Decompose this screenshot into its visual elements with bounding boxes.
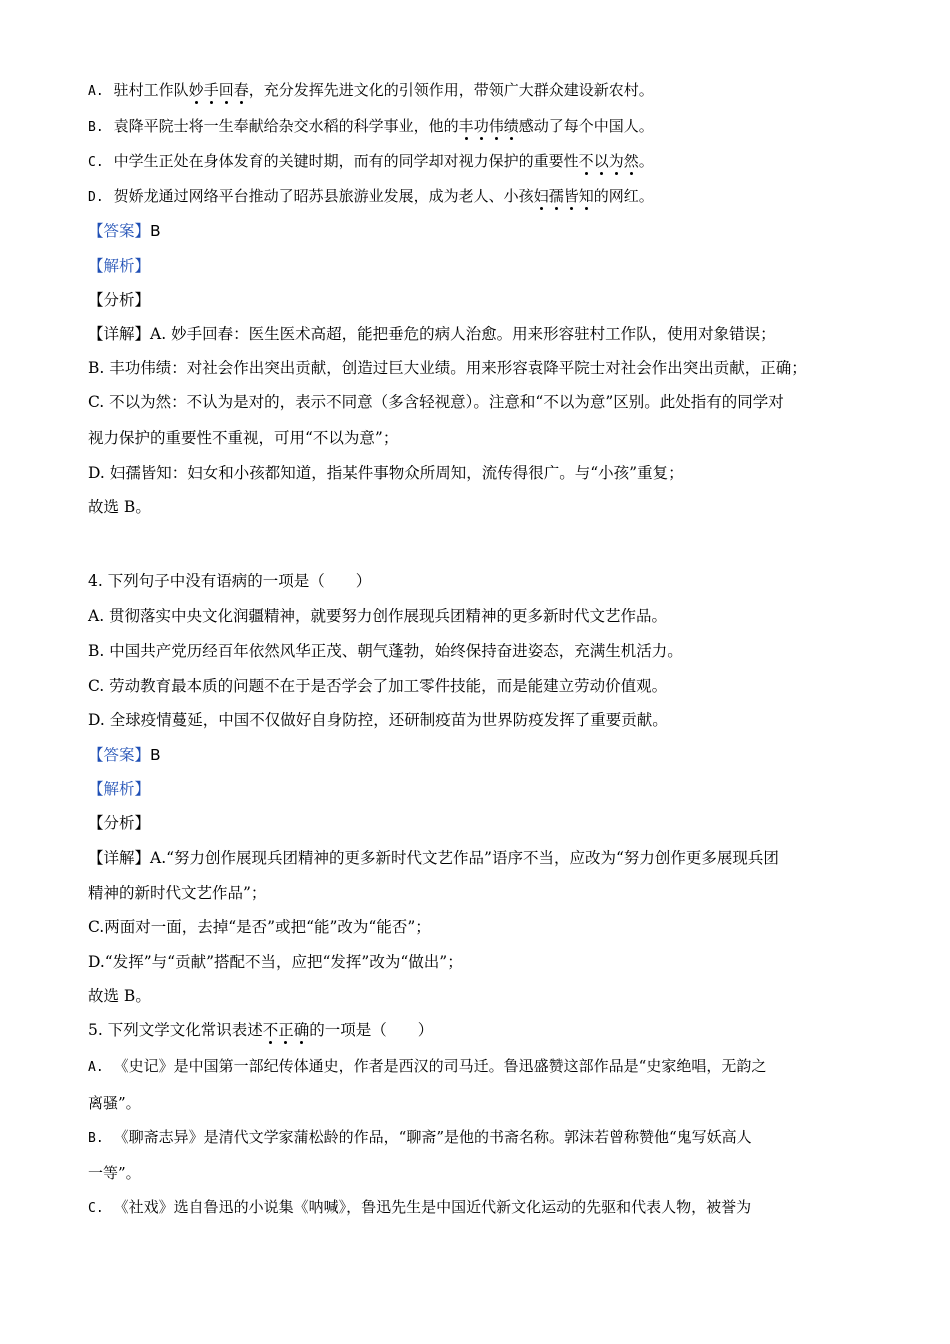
q4-detail-line: C.两面对一面，去掉“是否”或把“能”改为“能否”； [88, 918, 431, 936]
q5-option-b [88, 1127, 752, 1149]
q3-detail-line: B. 丰功伟绩：对社会作出突出贡献，创造过巨大业绩。用来形容袁降平院士对社会作出突出贡献，正确； [88, 359, 807, 377]
emphasis-char: 不 [262, 1021, 279, 1039]
option-text: ，充分发挥先进文化的引领作用，带领广大群众建设新农村。 [248, 81, 654, 99]
q4-detail-line: D.“发挥”与“贡献”搭配不当，应把“发挥”改为“做出”； [88, 953, 463, 971]
emphasis-char: 确 [293, 1021, 310, 1039]
option-text: 贺娇龙通过网络平台推动了昭苏县旅游业发展，成为老人、小孩 [113, 187, 534, 205]
q4-option-c: C. 劳动教育最本质的问题不在于是否学会了加工零件技能，而是能建立劳动价值观。 [88, 677, 668, 695]
option-text: 。 [638, 152, 654, 170]
q3-answer [88, 221, 161, 241]
answer-value: B [150, 222, 161, 240]
q3-option-b [88, 116, 654, 138]
q5-option-a-cont: 离骚”。 [88, 1094, 141, 1112]
q5-stem [88, 1020, 433, 1040]
emphasis-char: 手 [203, 81, 219, 99]
q3-detail-line: C. 不以为然：不认为是对的，表示不同意（多含轻视意）。注意和“不以为意”区别。此处指有的同学对 [88, 393, 784, 411]
q4-option-d: D. 全球疫情蔓延，中国不仅做好自身防控，还研制疫苗为世界防疫发挥了重要贡献。 [88, 711, 668, 729]
emphasis-char: 然 [623, 152, 639, 170]
q3-analysis-tag: 【解析】 [88, 257, 151, 275]
stem-text: 的一项是（ ） [309, 1021, 434, 1039]
q3-detail-line: 故选 B。 [88, 498, 151, 516]
emphasis-char: 不 [578, 152, 594, 170]
q4-stem: 4. 下列句子中没有语病的一项是（ ） [88, 572, 372, 590]
q5-option-c [88, 1197, 751, 1219]
q4-analysis-tag: 【解析】 [88, 780, 151, 798]
q5-option-b-cont: 一等”。 [88, 1164, 141, 1182]
answer-tag: 【答案】 [88, 222, 151, 240]
detail-text: A. 妙手回春：医生医术高超，能把垂危的病人治愈。用来形容驻村工作队，使用对象错误； [150, 325, 776, 343]
option-label: A. [88, 84, 104, 99]
emphasis-char: 绩 [503, 117, 519, 135]
q5-option-a [88, 1056, 766, 1078]
option-label: B. [88, 120, 104, 135]
emphasis-char: 为 [608, 152, 624, 170]
detail-tag: 【详解】 [88, 849, 151, 867]
stem-text: 5. 下列文学文化常识表述 [88, 1021, 263, 1039]
q4-option-b: B. 中国共产党历经百年依然风华正茂、朝气蓬勃，始终保持奋进姿态，充满生机活力。 [88, 642, 683, 660]
q3-option-c [88, 151, 654, 173]
option-text: 袁降平院士将一生奉献给杂交水稻的科学事业，他的 [113, 117, 459, 135]
option-label: C. [88, 155, 104, 170]
option-text: 《社戏》选自鲁迅的小说集《呐喊》，鲁迅先生是中国近代新文化运动的先驱和代表人物，被誉为 [113, 1198, 752, 1216]
emphasis-char: 伟 [488, 117, 504, 135]
answer-value: B [150, 746, 161, 764]
option-text: 中学生正处在身体发育的关键时期，而有的同学却对视力保护的重要性 [113, 152, 579, 170]
q3-fenxi-tag: 【分析】 [88, 291, 151, 309]
emphasis-char: 丰 [458, 117, 474, 135]
emphasis-char: 回 [218, 81, 234, 99]
emphasis-char: 皆 [563, 187, 579, 205]
emphasis-char: 功 [473, 117, 489, 135]
emphasis-char: 知 [578, 187, 594, 205]
q4-option-a: A. 贯彻落实中央文化润疆精神，就要努力创作展现兵团精神的更多新时代文艺作品。 [88, 607, 668, 625]
q3-detail-line [88, 324, 776, 344]
emphasis-char: 春 [233, 81, 249, 99]
option-label: D. [88, 190, 104, 205]
option-text: 驻村工作队 [113, 81, 189, 99]
detail-text: A.“努力创作展现兵团精神的更多新时代文艺作品”语序不当，应改为“努力创作更多展现兵团 [150, 849, 779, 867]
q4-detail-line [88, 848, 779, 868]
q3-option-d [88, 186, 654, 208]
option-text: 《聊斋志异》是清代文学家蒲松龄的作品，“聊斋”是他的书斋名称。郭沫若曾称赞他“鬼写妖高人 [113, 1128, 752, 1146]
q3-detail-line: D. 妇孺皆知：妇女和小孩都知道，指某件事物众所周知，流传得很广。与“小孩”重复； [88, 464, 684, 482]
emphasis-char: 妙 [188, 81, 204, 99]
option-label: C. [88, 1201, 104, 1216]
option-text: 的网红。 [593, 187, 654, 205]
emphasis-char: 妇 [533, 187, 549, 205]
q3-option-a [88, 80, 654, 102]
option-text: 感动了每个中国人。 [518, 117, 654, 135]
option-label: A. [88, 1060, 104, 1075]
answer-tag: 【答案】 [88, 746, 151, 764]
emphasis-char: 正 [278, 1021, 294, 1039]
option-text: 《史记》是中国第一部纪传体通史，作者是西汉的司马迁。鲁迅盛赞这部作品是“史家绝唱，无韵之 [113, 1057, 767, 1075]
emphasis-char: 孺 [548, 187, 564, 205]
q3-detail-line: 视力保护的重要性不重视，可用“不以为意”； [88, 429, 399, 447]
q4-detail-line: 故选 B。 [88, 987, 151, 1005]
emphasis-char: 以 [593, 152, 609, 170]
detail-tag: 【详解】 [88, 325, 151, 343]
option-label: B. [88, 1131, 104, 1146]
q4-answer [88, 745, 161, 765]
q4-fenxi-tag: 【分析】 [88, 814, 151, 832]
q4-detail-line: 精神的新时代文艺作品”； [88, 884, 267, 902]
